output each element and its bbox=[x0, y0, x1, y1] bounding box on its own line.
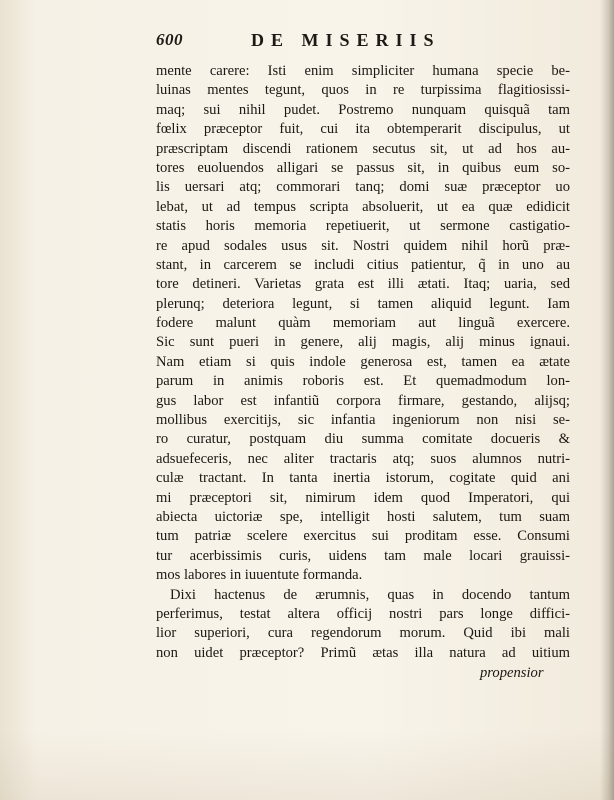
text-line: mente carere: Isti enim simpliciter humana specie be- bbox=[156, 63, 570, 79]
text-line: plerunq; deteriora legunt, si tamen aliquid legunt. Iam bbox=[156, 295, 570, 312]
text-line: fodere malunt quàm memoriam aut linguã exercere. bbox=[156, 315, 570, 332]
text-line: maq; sui nihil pudet. Postremo nunquam quisquã tam bbox=[156, 101, 570, 118]
text-line: mollibus exercitijs, sic infantia ingeniorum non nisi se- bbox=[156, 412, 570, 429]
text-line: adsuefeceris, nec aliter tractaris atq; suos alumnos nutri- bbox=[156, 450, 570, 467]
text-line: statis horis memoria repetiuerit, ut sermone castigatio- bbox=[156, 218, 570, 235]
text-line: lior superiori, cura regendorum morum. Quid ibi mali bbox=[156, 625, 570, 642]
text-line: lebat, ut ad tempus scripta absoluerit, ut ea quæ edidicit bbox=[156, 198, 570, 215]
text-line: parum in animis roboris est. Et quemadmodum lon- bbox=[156, 373, 570, 390]
text-line: abiecta uictoriæ spe, intelligit hosti salutem, tum suam bbox=[156, 508, 570, 525]
text-line: stant, in carcerem se includi citius patientur, q̃ in uno au bbox=[156, 256, 570, 273]
text-line: gus labor est infantiũ corpora firmare, gestando, alijsq; bbox=[156, 392, 570, 409]
text-line: luinas mentes tegunt, quos in re turpissima flagitiosissi- bbox=[156, 82, 570, 99]
page-gutter-shadow bbox=[600, 0, 614, 800]
text-line: tores euoluendos alligari se passus sit, in quibus eum so- bbox=[156, 159, 570, 176]
text-line: ro curatur, postquam diu summa comitate docueris & bbox=[156, 431, 570, 448]
paragraph-end-line: mos labores in iuuentute formanda. bbox=[156, 567, 363, 584]
body-text bbox=[156, 62, 570, 663]
page-header bbox=[156, 30, 576, 54]
text-line: mi præceptori sit, nimirum idem quod Imperatori, qui bbox=[156, 489, 570, 506]
text-line: tur acerbissimis curis, uidens tam male locari grauissi- bbox=[156, 547, 570, 564]
catchword: propensior bbox=[480, 665, 544, 681]
text-line: tum patriæ scelere exercitus sui proditam esse. Consumi bbox=[156, 528, 570, 545]
page-number: 600 bbox=[156, 30, 183, 49]
text-line: tore detineri. Varietas grata est illi ætati. Itaq; uaria, sed bbox=[156, 276, 570, 293]
running-head: DE MISERIIS bbox=[251, 30, 441, 50]
text-line: Sic sunt pueri in genere, alij magis, alij minus ignaui. bbox=[156, 334, 570, 351]
text-line: Nam etiam si quis indole generosa est, tamen ea ætate bbox=[156, 353, 570, 370]
text-line: non uidet præceptor? Primũ ætas illa natura ad uitium bbox=[156, 644, 570, 661]
text-line: culæ tractant. In tanta inertia istorum, cogitate quid ani bbox=[156, 470, 570, 487]
text-line: re apud sodales usus sit. Nostri quidem nihil horũ præ- bbox=[156, 237, 570, 254]
text-line: præscriptam discendi rationem secutus sit, ut ad hos au- bbox=[156, 140, 570, 157]
text-line: lis uersari atq; commorari tanq; domi suæ præceptor uo bbox=[156, 179, 570, 196]
page-bottom-shade bbox=[0, 730, 614, 800]
paragraph-start-line: Dixi hactenus de ærumnis, quas in docendo tantum bbox=[170, 586, 570, 603]
text-line: perferimus, testat altera officij nostri pars longe diffici- bbox=[156, 605, 570, 622]
text-line: fœlix præceptor fuit, cui ita obtemperarit discipulus, ut bbox=[156, 121, 570, 138]
